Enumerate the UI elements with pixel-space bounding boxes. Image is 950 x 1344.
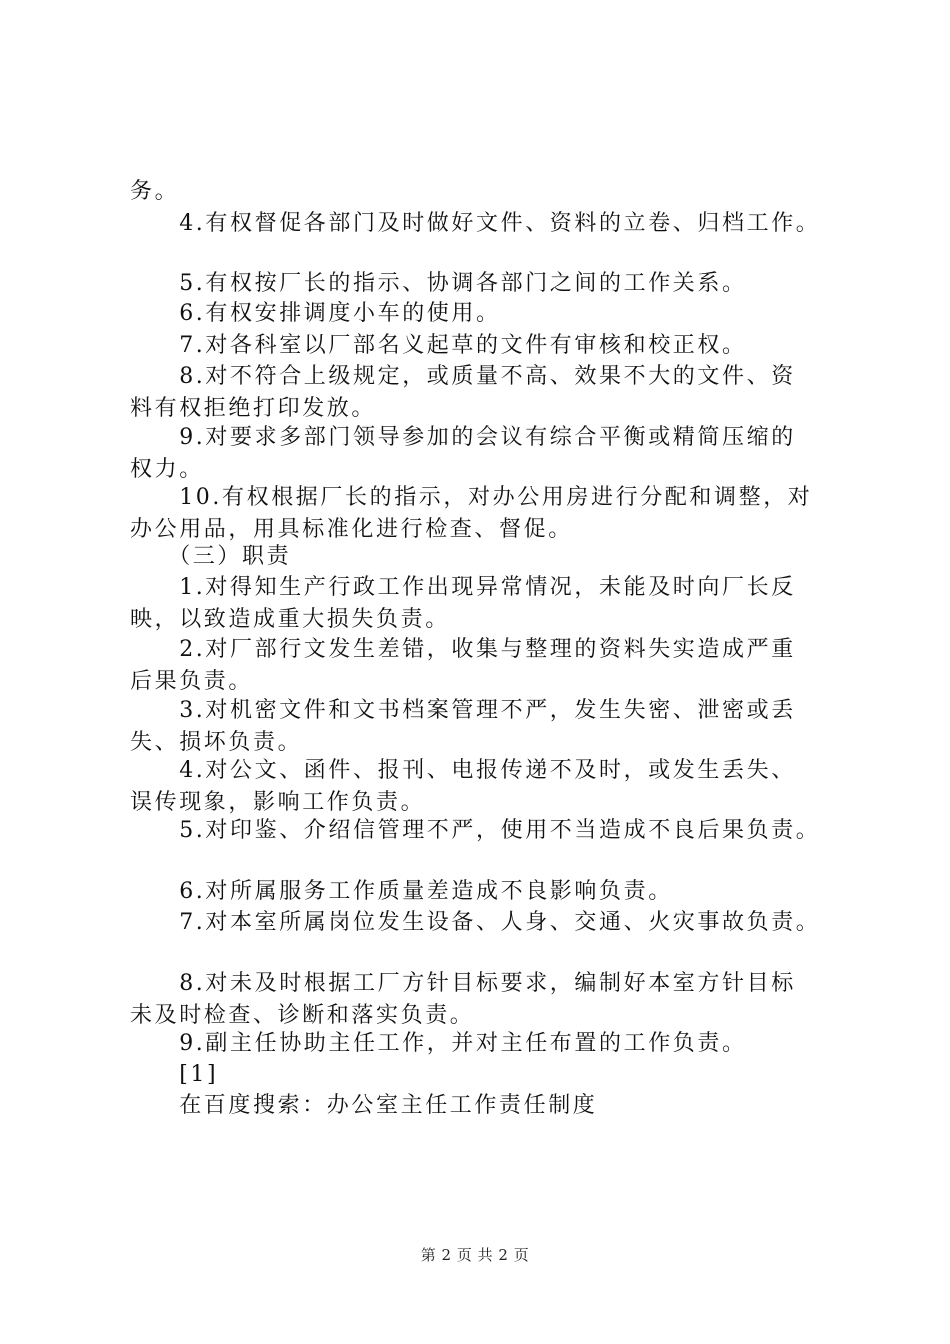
text-line: 4.对公文、函件、报刊、电报传递不及时，或发生丢失、 <box>130 758 796 783</box>
text-line: 3.对机密文件和文书档案管理不严，发生失密、泄密或丢 <box>130 698 796 723</box>
paragraph-right-10 <box>130 482 850 546</box>
text-line: 误传现象，影响工作负责。 <box>130 790 426 815</box>
page-footer: 第 2 页 共 2 页 <box>420 1246 530 1264</box>
text-line: 5.对印鉴、介绍信管理不严，使用不当造成不良后果负责。 <box>130 818 821 843</box>
paragraph-duty-9 <box>130 1028 850 1060</box>
text-line: 1.对得知生产行政工作出现异常情况，未能及时向厂长反 <box>130 575 796 600</box>
text-line: 7.对各科室以厂部名义起草的文件有审核和校正权。 <box>130 333 747 358</box>
text-line: 失、损坏负责。 <box>130 730 303 755</box>
text-line: 9.对要求多部门领导参加的会议有综合平衡或精简压缩的 <box>130 425 796 450</box>
paragraph-duty-8 <box>130 968 850 1032</box>
paragraph-right-9 <box>130 422 850 486</box>
reference-marker <box>130 1059 850 1091</box>
text-line: 后果负责。 <box>130 669 254 694</box>
paragraph-duty-4 <box>130 755 850 819</box>
text-line: 7.对本室所属岗位发生设备、人身、交通、火灾事故负责。 <box>130 910 821 935</box>
text-line: 8.对不符合上级规定，或质量不高、效果不大的文件、资 <box>130 364 796 389</box>
text-line: 务。 <box>130 179 180 204</box>
text-line: 在百度搜索：办公室主任工作责任制度 <box>130 1093 598 1118</box>
text-line: 6.对所属服务工作质量差造成不良影响负责。 <box>130 879 673 904</box>
text-line: 6.有权安排调度小车的使用。 <box>130 301 501 326</box>
text-line: 办公用品，用具标准化进行检查、督促。 <box>130 517 573 542</box>
search-note <box>130 1090 850 1122</box>
section-heading-duties <box>130 541 850 573</box>
text-line: 5.有权按厂长的指示、协调各部门之间的工作关系。 <box>130 271 747 296</box>
paragraph-right-5 <box>130 268 850 300</box>
text-line: [1] <box>130 1062 219 1087</box>
text-line: 料有权拒绝打印发放。 <box>130 396 377 421</box>
text-line: 权力。 <box>130 457 204 482</box>
paragraph-continuation <box>130 176 850 208</box>
text-line: 4.有权督促各部门及时做好文件、资料的立卷、归档工作。 <box>130 211 821 236</box>
paragraph-right-4 <box>130 208 850 240</box>
text-line: 2.对厂部行文发生差错，收集与整理的资料失实造成严重 <box>130 637 796 662</box>
paragraph-duty-2 <box>130 634 850 698</box>
text-line: 9.副主任协助主任工作，并对主任布置的工作负责。 <box>130 1031 747 1056</box>
text-line: 10.有权根据厂长的指示，对办公用房进行分配和调整，对 <box>130 485 813 510</box>
paragraph-duty-3 <box>130 695 850 759</box>
paragraph-duty-1 <box>130 572 850 636</box>
text-line: （三）职责 <box>130 544 292 569</box>
paragraph-right-7 <box>130 330 850 362</box>
text-line: 未及时检查、诊断和落实负责。 <box>130 1003 475 1028</box>
paragraph-right-8 <box>130 361 850 425</box>
text-line: 映，以致造成重大损失负责。 <box>130 607 450 632</box>
paragraph-duty-5 <box>130 815 850 847</box>
text-line: 8.对未及时根据工厂方针目标要求，编制好本室方针目标 <box>130 971 796 996</box>
paragraph-duty-6 <box>130 876 850 908</box>
paragraph-right-6 <box>130 298 850 330</box>
paragraph-duty-7 <box>130 907 850 939</box>
